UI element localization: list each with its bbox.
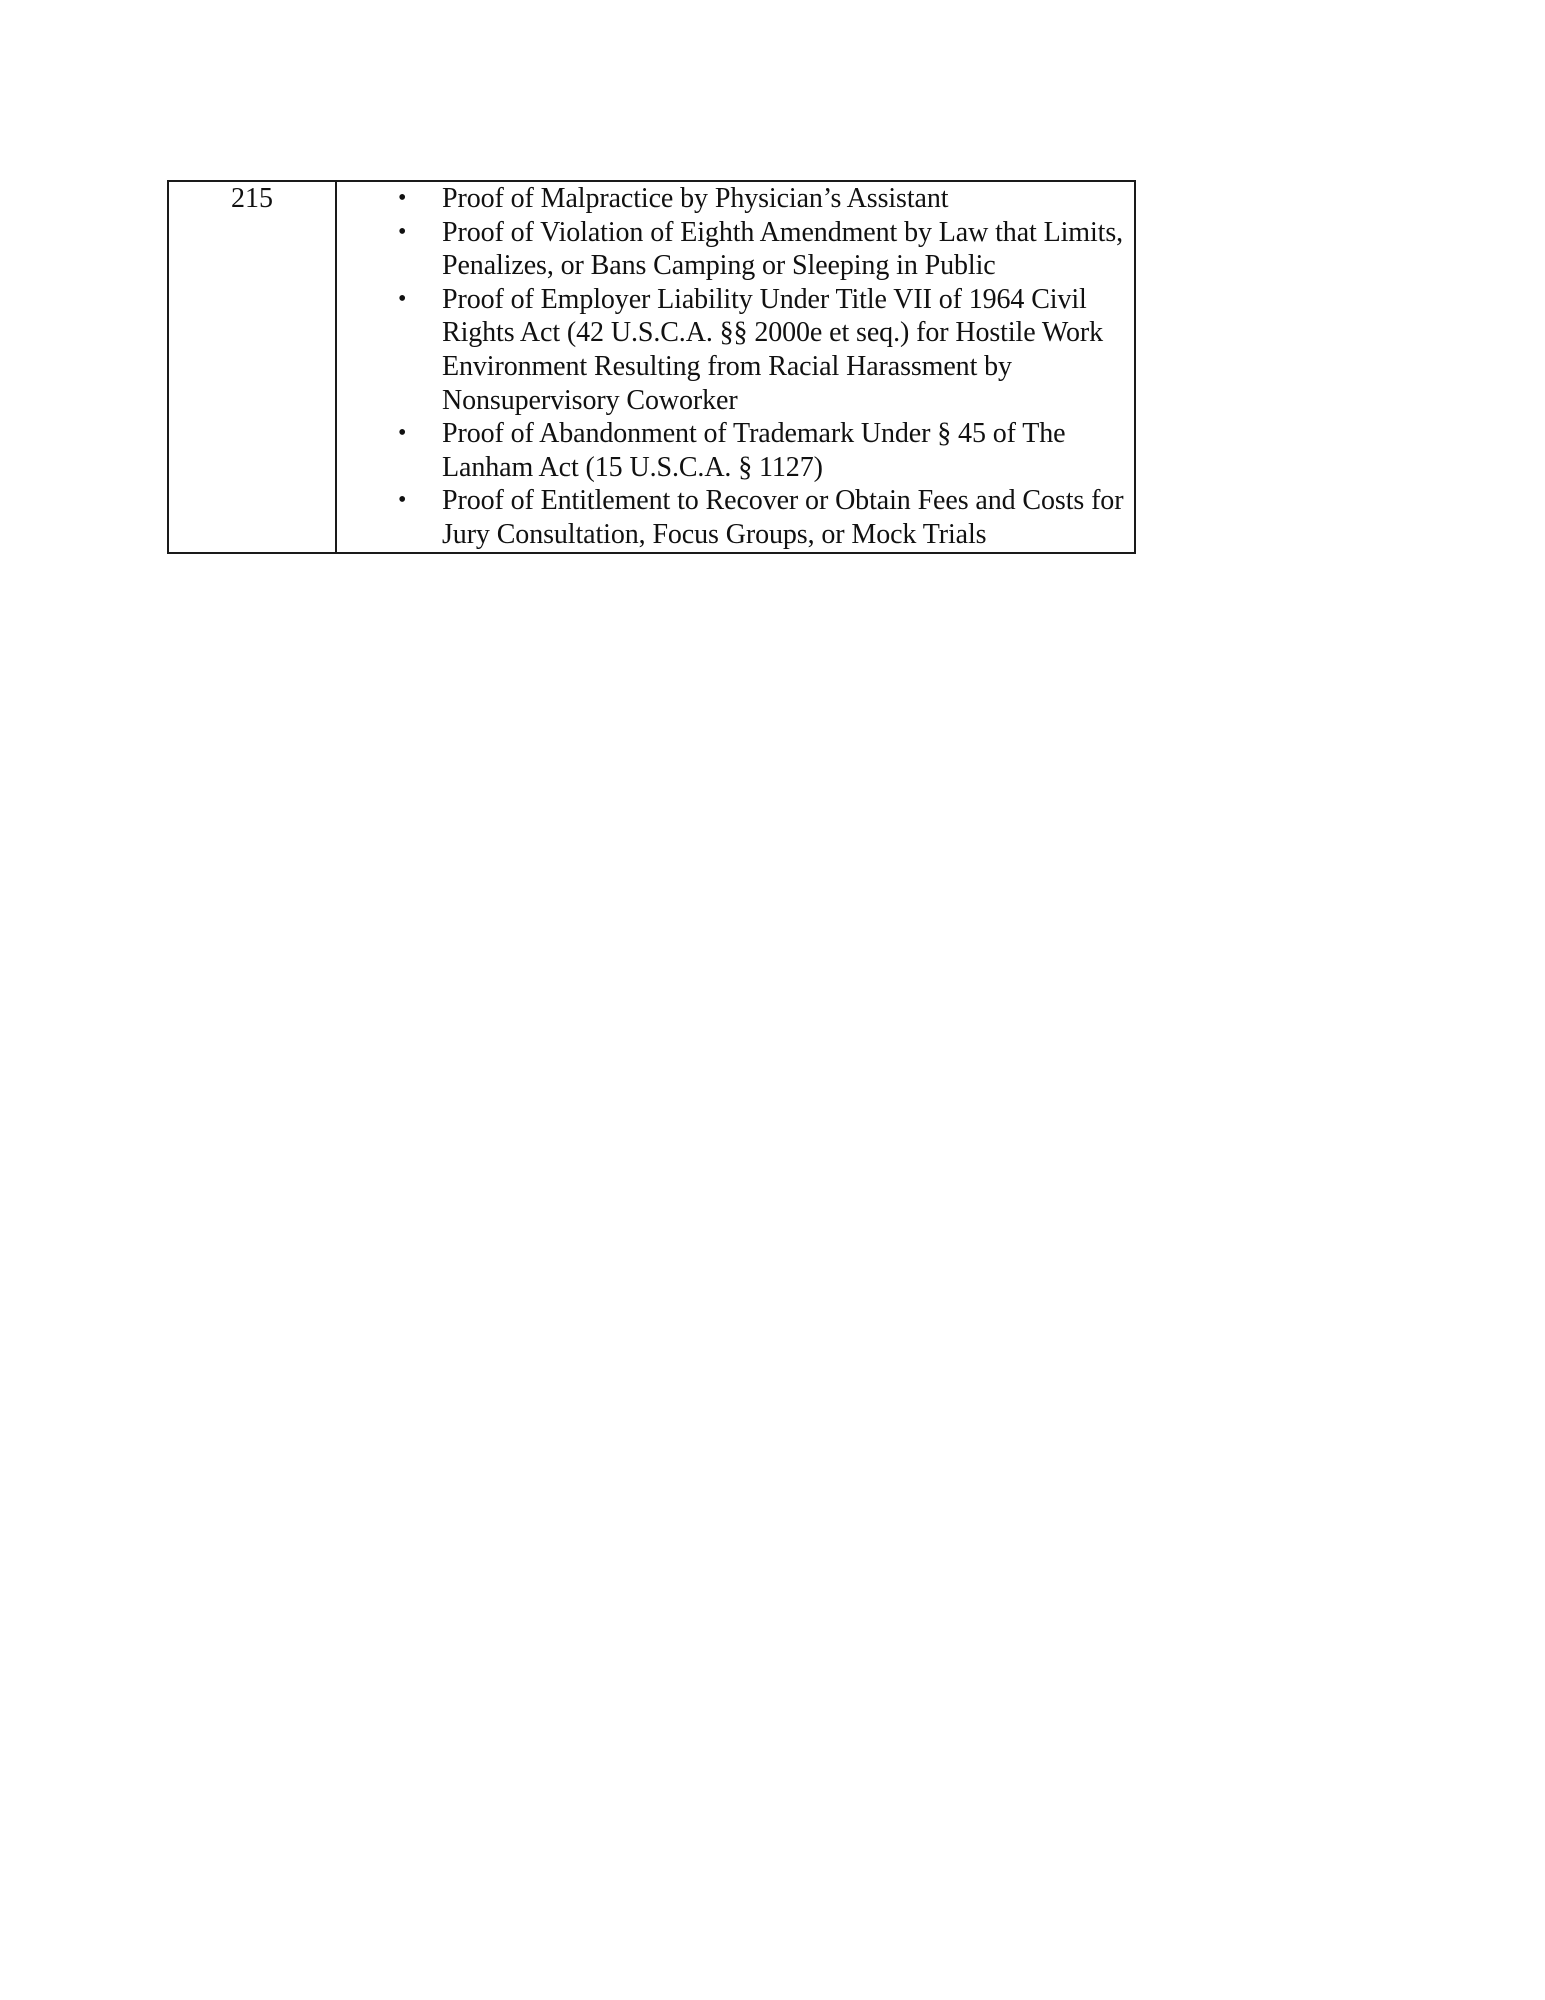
bullet-icon: • [398,185,407,211]
bullet-icon: • [398,487,407,514]
bullet-icon: • [398,420,407,447]
bullet-icon: • [398,218,407,245]
article-title: Proof of Violation of Eighth Amendment by Law that Limits, Penalizes, or Bans Camping or Sleeping in Public [442,216,1124,282]
volume-number: 215 [231,183,273,214]
volume-contents-table [167,180,1136,554]
list-item [398,216,1134,283]
list-item [398,182,1134,216]
list-item [398,417,1134,484]
list-item [398,283,1134,417]
article-title: Proof of Employer Liability Under Title VII of 1964 Civil Rights Act (42 U.S.C.A. §§ 2000e et seq.) for Hostile Work Environment Resulting from Racial Harassment by Nonsupervisory Coworker [442,283,1104,416]
article-titles-cell [336,181,1135,553]
article-title: Proof of Malpractice by Physician’s Assistant [442,183,949,214]
table-row [168,181,1135,553]
article-title: Proof of Entitlement to Recover or Obtain Fees and Costs for Jury Consultation, Focus Groups, or Mock Trials [442,485,1124,550]
volume-number-cell [168,181,336,553]
list-item [398,484,1134,551]
bullet-icon: • [398,285,407,312]
article-title-list [337,182,1134,552]
article-title: Proof of Abandonment of Trademark Under § 45 of The Lanham Act (15 U.S.C.A. § 1127) [442,418,1066,483]
